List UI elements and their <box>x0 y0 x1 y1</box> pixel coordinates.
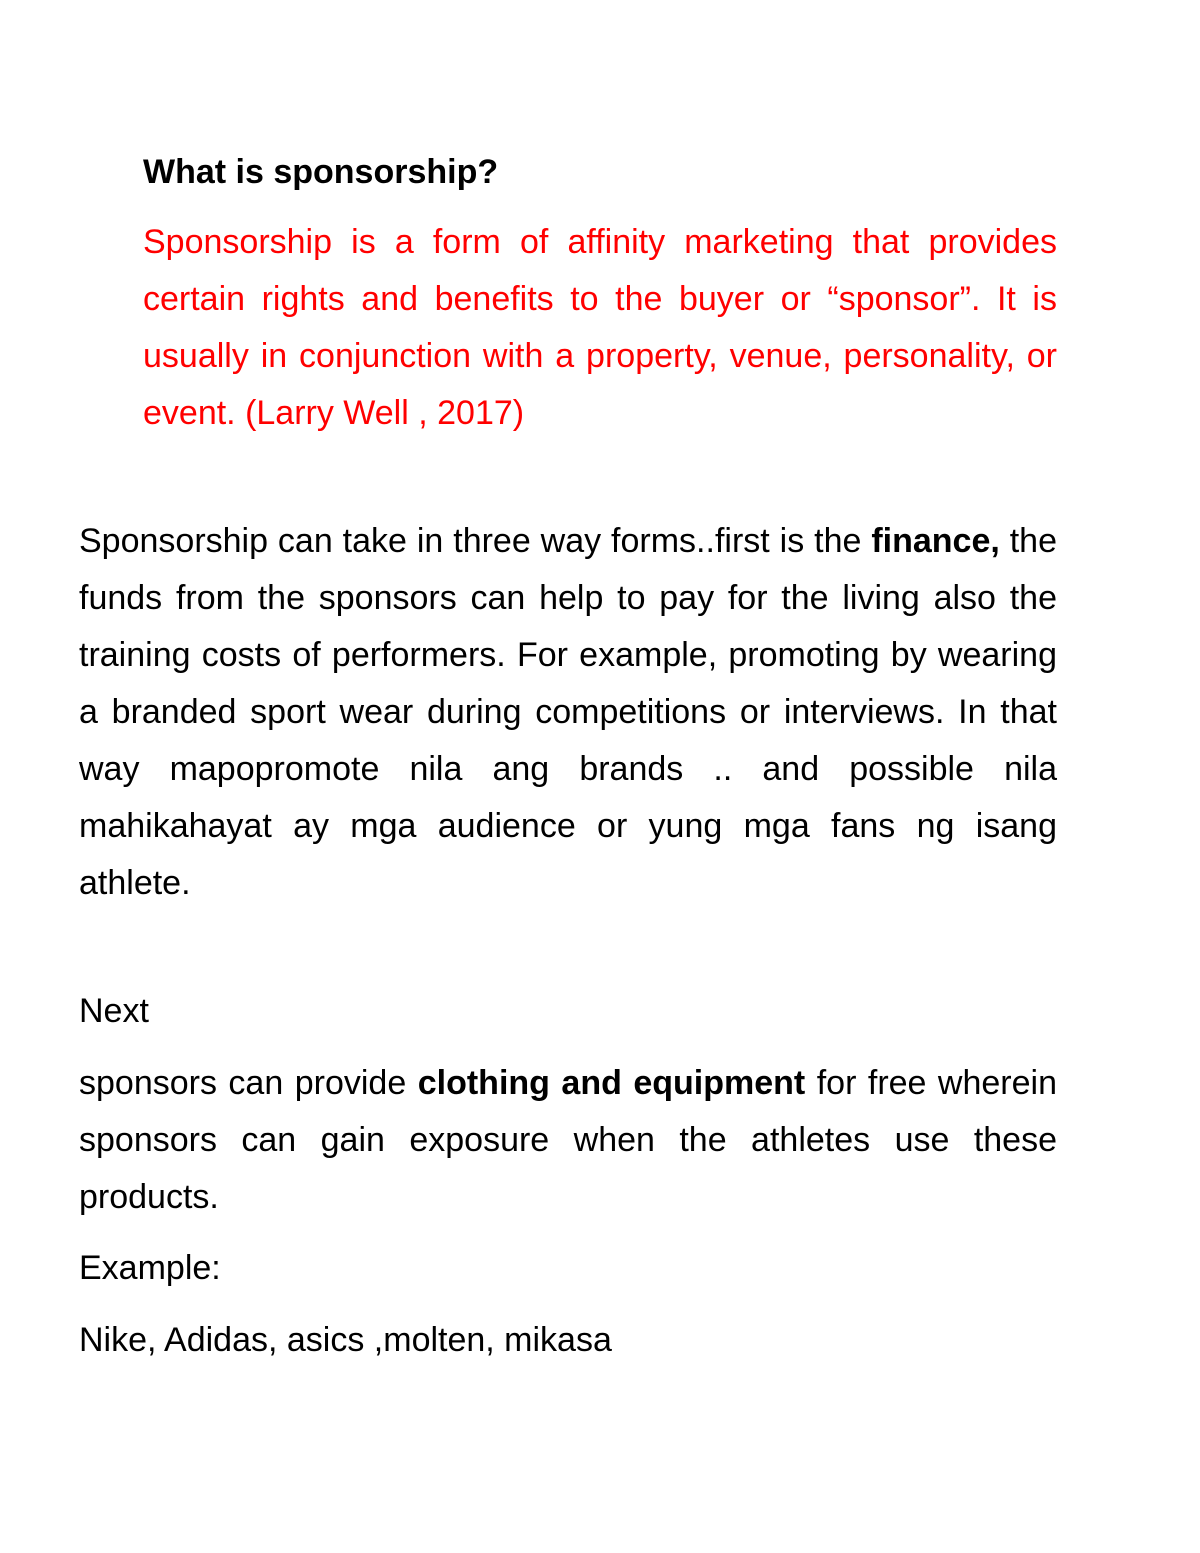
forms-paragraph <box>79 513 1057 912</box>
next-paragraph: Next <box>79 992 149 1030</box>
equipment-text-after: for free wherein sponsors can gain exposure when the athletes use these products. <box>79 1064 1057 1216</box>
example-label: Example: <box>79 1249 221 1287</box>
forms-text-after: the funds from the sponsors can help to pay for the living also the training costs of performers. For example, promoting by wearing a branded sport wear during competitions or interviews. In that way mapopromote nila ang brands .. and possible nila mahikahayat ay mga audience or yung mga fans ng isang athlete. <box>79 522 1058 902</box>
equipment-text-before: sponsors can provide <box>79 1064 418 1102</box>
equipment-bold-term: clothing and equipment <box>417 1064 806 1102</box>
forms-bold-term: finance, <box>871 522 1000 560</box>
forms-text-before: Sponsorship can take in three way forms..first is the <box>79 522 872 560</box>
example-brands: Nike, Adidas, asics ,molten, mikasa <box>79 1321 612 1359</box>
definition-paragraph: Sponsorship is a form of affinity marketing that provides certain rights and benefits to the buyer or “sponsor”. It is usually in conjunction with a property, venue, personality, or event. (Larry Well , 2017) <box>143 223 1057 432</box>
equipment-paragraph <box>79 1055 1057 1226</box>
section-heading: What is sponsorship? <box>143 153 499 191</box>
